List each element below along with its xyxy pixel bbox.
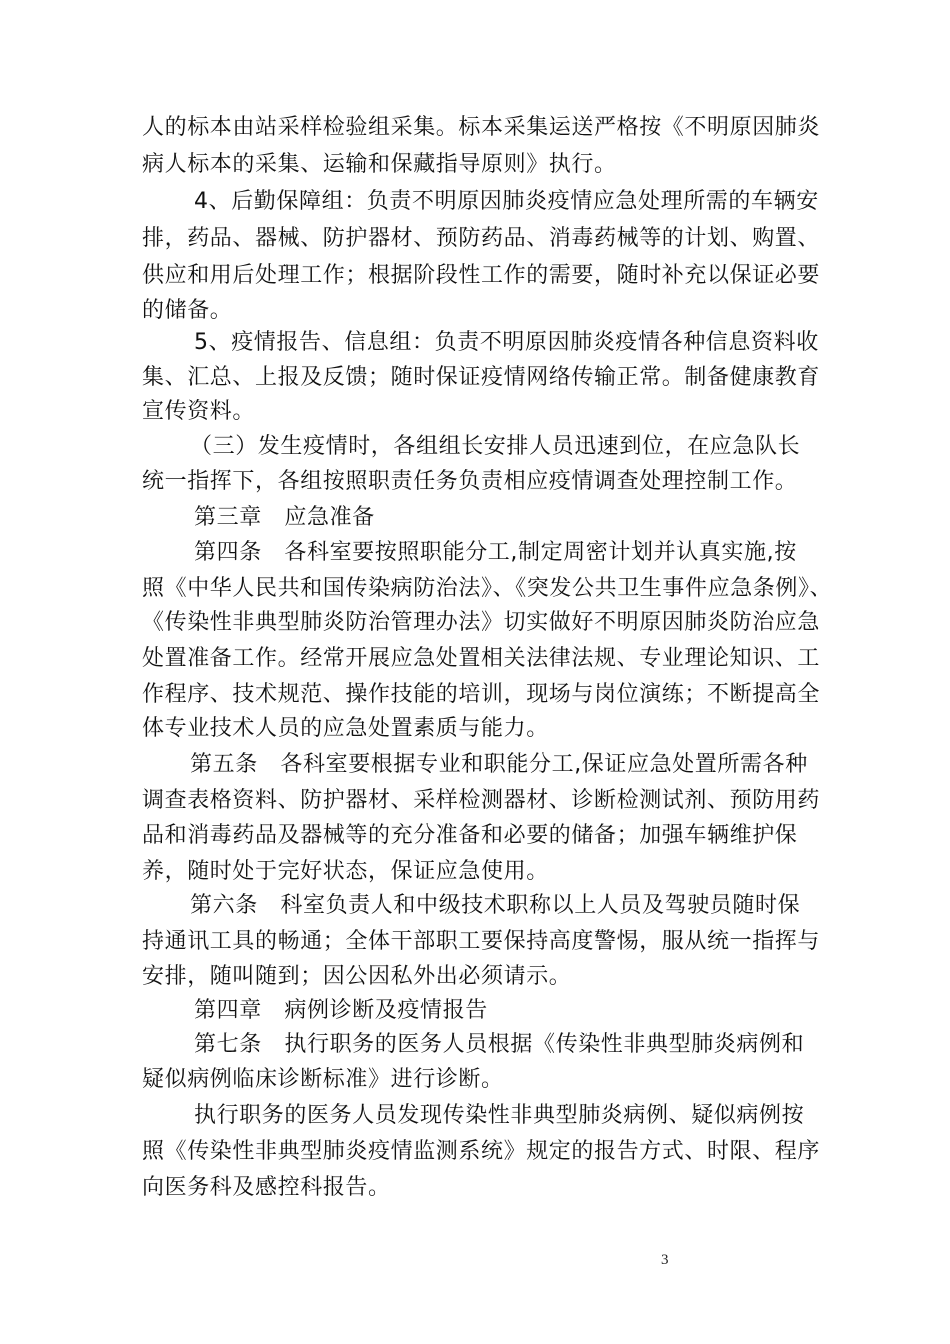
chapter-heading: 第四章 病例诊断及疫情报告 xyxy=(194,998,488,1023)
text-line: 执行职务的医务人员发现传染性非典型肺炎病例、疑似病例按 xyxy=(194,1103,805,1128)
text-line: 持通讯工具的畅通；全体干部职工要保持高度警惕，服从统一指挥与 xyxy=(142,929,821,954)
text-line: 照《传染性非典型肺炎疫情监测系统》规定的报告方式、时限、程序 xyxy=(142,1139,821,1164)
text-line: 疑似病例临床诊断标准》进行诊断。 xyxy=(142,1067,504,1092)
text-line: 排，药品、器械、防护器材、预防药品、消毒药械等的计划、购置、 xyxy=(142,226,821,251)
text-line: 养，随时处于完好状态，保证应急使用。 xyxy=(142,859,549,884)
text-line: 第五条 各科室要根据专业和职能分工,保证应急处置所需各种 xyxy=(190,752,808,777)
text-line: 作程序、技术规范、操作技能的培训，现场与岗位演练；不断提高全 xyxy=(142,682,821,707)
text-line: 统一指挥下，各组按照职责任务负责相应疫情调查处理控制工作。 xyxy=(142,469,798,494)
text-line: 人的标本由站采样检验组采集。标本采集运送严格按《不明原因肺炎 xyxy=(142,115,821,140)
text-line: 调查表格资料、防护器材、采样检测器材、诊断检测试剂、预防用药 xyxy=(142,788,821,813)
text-line: 体专业技术人员的应急处置素质与能力。 xyxy=(142,716,549,741)
text-line: （三）发生疫情时，各组组长安排人员迅速到位，在应急队长 xyxy=(190,434,801,459)
text-line: 5、疫情报告、信息组：负责不明原因肺炎疫情各种信息资料收 xyxy=(194,330,819,355)
page-number: 3 xyxy=(661,1252,669,1268)
text-line: 《传染性非典型肺炎防治管理办法》切实做好不明原因肺炎防治应急 xyxy=(142,610,821,635)
chapter-heading: 第三章 应急准备 xyxy=(194,505,375,530)
text-line: 供应和用后处理工作；根据阶段性工作的需要，随时补充以保证必要 xyxy=(142,263,821,288)
text-line: 集、汇总、上报及反馈；随时保证疫情网络传输正常。制备健康教育 xyxy=(142,365,821,390)
text-line: 品和消毒药品及器械等的充分准备和必要的储备；加强车辆维护保 xyxy=(142,823,798,848)
text-line: 的储备。 xyxy=(142,298,233,323)
text-line: 安排，随叫随到；因公因私外出必须请示。 xyxy=(142,964,572,989)
text-line: 处置准备工作。经常开展应急处置相关法律法规、专业理论知识、工 xyxy=(142,646,821,671)
text-line: 第七条 执行职务的医务人员根据《传染性非典型肺炎病例和 xyxy=(194,1032,805,1057)
text-line: 向医务科及感控科报告。 xyxy=(142,1175,391,1200)
text-line: 4、后勤保障组：负责不明原因肺炎疫情应急处理所需的车辆安 xyxy=(194,189,819,214)
text-line: 第六条 科室负责人和中级技术职称以上人员及驾驶员随时保 xyxy=(190,893,801,918)
text-line: 照《中华人民共和国传染病防治法》、《突发公共卫生事件应急条例》、 xyxy=(142,576,833,601)
text-line: 病人标本的采集、运输和保藏指导原则》执行。 xyxy=(142,152,617,177)
text-line: 宣传资料。 xyxy=(142,399,256,424)
text-line: 第四条 各科室要按照职能分工,制定周密计划并认真实施,按 xyxy=(194,540,797,565)
